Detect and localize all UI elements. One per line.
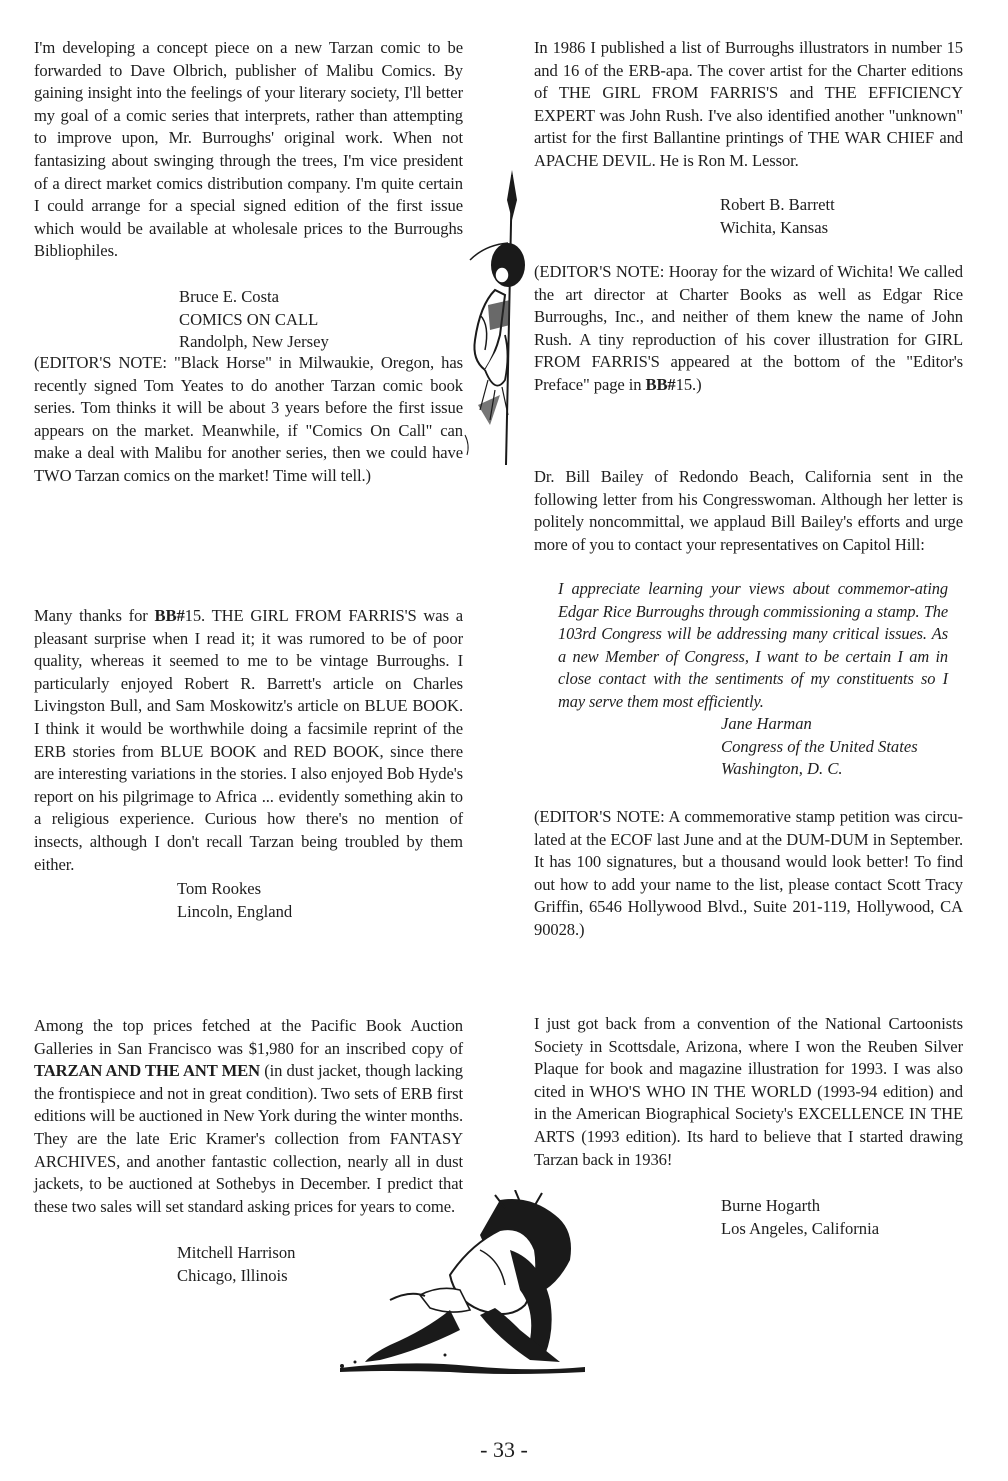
quote-text: I appreciate learning your views about commemor-ating Edgar Rice Burroughs through commissioning a stamp. The 103rd Congress will be addressing many critical issues. As a new Member of Congress, I want to be certain I am in close contact with the sentiments of my constituents so I may serve them most efficiently. [558, 579, 948, 711]
tarzan-with-spear-illustration [450, 165, 535, 465]
signature-affiliation: COMICS ON CALL [179, 309, 319, 329]
intro-text: Dr. Bill Bailey of Redondo Beach, California sent in the following letter from his Congresswoman. Although her letter is politely noncommittal, we applaud Bill Bailey's efforts and urge more of you to contact your representatives on Capitol Hill: [534, 467, 963, 554]
signature-location: Washington, D. C. [721, 759, 843, 779]
text-run: (EDITOR'S NOTE: Hooray for the wizard of Wichita! We called the art director at Charter Books as well as Edgar Rice Burroughs, Inc., and neither of them knew the name of John Rush. A tiny reproduction of his cover illustration for GIRL FROM FARRIS'S appeared at the bottom of the "Editor's Preface" page in [534, 262, 963, 394]
signature-harman [721, 713, 918, 781]
signature-location: Wichita, Kansas [720, 217, 829, 237]
letter-body-text: I just got back from a convention of the National Cartoonists Society in Scottsdale, Arizona, where I won the Reuben Silver Plaque for book and magazine illustration for 1993. I was also cited in WHO'S WHO IN THE WORLD (1993-94 edition) and in the American Biographical Society's EXCELLENCE IN THE ARTS (1993 edition). Its hard to believe that I started drawing Tarzan back in 1936! [534, 1014, 963, 1169]
signature-name: Bruce E. Costa [179, 287, 280, 306]
editors-note-black-horse [34, 352, 463, 488]
figure-silhouette [465, 243, 525, 455]
signature-location: Chicago, Illinois [177, 1265, 288, 1285]
letter-rookes-body [34, 605, 463, 876]
signature-location: Lincoln, England [177, 901, 293, 921]
signature-barrett [720, 194, 835, 239]
signature-name: Tom Rookes [177, 879, 262, 898]
signature-name: Burne Hogarth [721, 1196, 821, 1215]
bold-issue-ref: BB# [645, 374, 676, 394]
signature-location: Los Angeles, California [721, 1218, 880, 1238]
letter-costa-body [34, 37, 463, 263]
page-number: - 33 - [480, 1437, 528, 1462]
editors-note-text [534, 261, 963, 397]
signature-name: Robert B. Barrett [720, 195, 835, 214]
signature-costa [179, 286, 329, 354]
signature-rookes [177, 878, 292, 923]
signature-location: Randolph, New Jersey [179, 332, 329, 352]
bailey-intro [534, 466, 963, 556]
letter-hogarth-body [534, 1013, 963, 1171]
letter-body-text [34, 605, 463, 876]
letter-body-text [34, 1015, 463, 1218]
signature-affiliation: Congress of the United States [721, 736, 918, 756]
letter-body-text: In 1986 I published a list of Burroughs illustrators in number 15 and 16 of the ERB-apa. The cover artist for the Charter editions of THE GIRL FROM FARRIS'S and THE EFFICIENCY EXPERT was John Rush. I've also identified another "unknown" artist for the first Ballantine printings of THE WAR CHIEF and APACHE DEVIL. He is Ron M. Lessor. [534, 38, 963, 170]
bold-book-title: TARZAN AND THE ANT MEN [34, 1061, 261, 1081]
text-run: (in dust jacket, though lacking the frontispiece and not in great condition). Two sets of ERB first editions will be auctioned in New York during the winter months. They are the late Eric Kramer's collection from FANTASY ARCHIVES, and another fantastic collection, nearly all in dust jackets, to be auctioned at Sothebys in December. I predict that these two sales will set standard asking prices for years to come. [34, 1061, 463, 1216]
letter-body-text: I'm developing a concept piece on a new Tarzan comic to be forwarded to Dave Olbrich, publisher of Malibu Comics. By gaining insight into the feelings of your literary society, I'll better my goal of a comic series that interprets, rather than attempting to improve upon, Mr. Burroughs' original work. When not fantasizing about swinging through the trees, I'm vice president of a direct market comics distribution company. I'm quite certain I could arrange for a special signed edition of the first issue which would be available at wholesale prices to the Burroughs Bibliophiles. [34, 38, 463, 261]
text-run: Among the top prices fetched at the Pacific Book Auction Galleries in San Francisco was $1,980 for an inscribed copy of [34, 1016, 463, 1058]
tarzan-crouching-illustration [330, 1190, 585, 1375]
editors-note-john-rush [534, 261, 963, 397]
bold-issue-ref: BB# [154, 606, 185, 625]
signature-name: Jane Harman [721, 714, 812, 733]
text-run: 15. THE GIRL FROM FARRIS'S was a pleasant surprise when I read it; it was rumored to be of poor quality, whereas it seemed to me to be vintage Burroughs. I particularly enjoyed Robert R. Barrett's article on Charles Livingston Bull, and Sam Moskowitz's article on BLUE BOOK. I think it would be worthwhile doing a facsimile reprint of the ERB stories from BLUE BOOK and RED BOOK, since there are interesting variations in the stories. I also enjoyed Bob Hyde's report on his pilgrimage to Africa ... evidently something akin to a religious experience. Curious how there's no mention of insects, although I don't recall Tarzan being troubled by them either. [34, 606, 463, 874]
text-run: Many thanks for [34, 606, 155, 625]
signature-hogarth [721, 1195, 879, 1240]
text-run: 15.) [675, 374, 702, 394]
letter-barrett-body [534, 37, 963, 173]
letter-harrison-body [34, 1015, 463, 1218]
signature-name: Mitchell Harrison [177, 1243, 296, 1262]
congresswoman-quote [558, 578, 948, 714]
editors-note-text: (EDITOR'S NOTE: "Black Horse" in Milwaukie, Oregon, has recently signed Tom Yeates to do another Tarzan comic book series. Tom thinks it will be about 3 years before the first issue appears on the market. Meanwhile, if "Comics On Call" can make a deal with Malibu for another series, then we could have TWO Tarzan comics on the market! Time will tell.) [34, 353, 463, 485]
editors-note-text: (EDITOR'S NOTE: A commemorative stamp petition was circu-lated at the ECOF last June and at the DUM-DUM in September. It has 100 signatures, but a thousand would look better! To find out how to add your name to the list, please contact Scott Tracy Griffin, 6546 Hollywood Blvd., Suite 201-119, Hollywood, CA 90028.) [534, 807, 963, 939]
signature-harrison [177, 1242, 295, 1287]
editors-note-stamp-petition [534, 806, 963, 942]
figure-silhouette [340, 1190, 585, 1374]
